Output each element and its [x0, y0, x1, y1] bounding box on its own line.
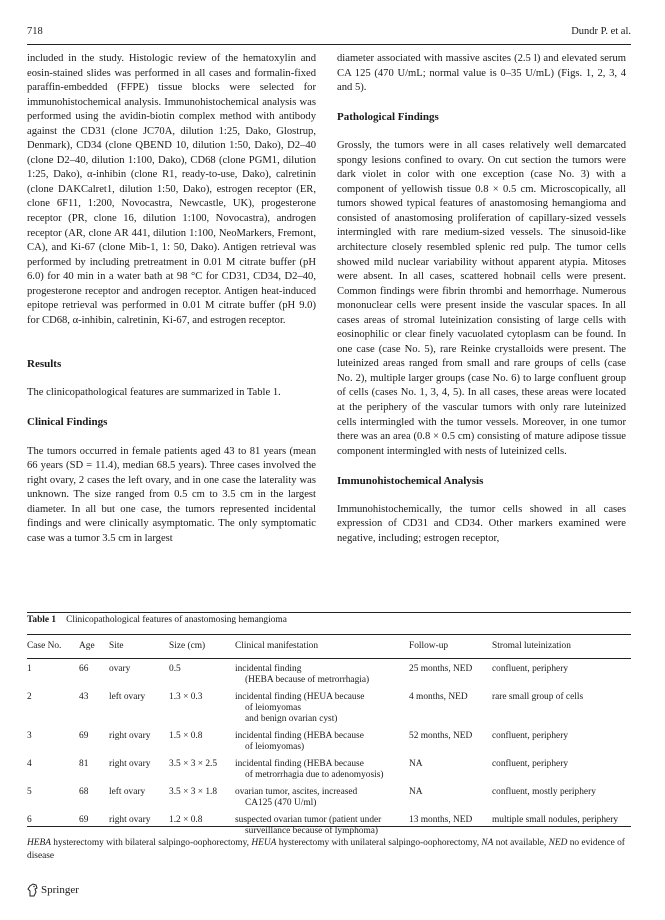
manifestation-line: suspected ovarian tumor (patient under — [235, 815, 382, 825]
clinical-findings-heading: Clinical Findings — [27, 416, 108, 429]
cell-size: 0.5 — [169, 664, 181, 674]
running-authors: Dundr P. et al. — [571, 26, 631, 37]
cell-luteinization: confluent, periphery — [492, 664, 569, 674]
cell-followup: 25 months, NED — [409, 664, 473, 674]
cell-manifestation — [235, 725, 409, 753]
cell-followup: 13 months, NED — [409, 815, 473, 825]
cell-case: 3 — [27, 731, 32, 741]
header-site: Site — [109, 641, 124, 651]
header-rule — [27, 44, 631, 45]
cell-age: 68 — [79, 787, 89, 797]
cell-luteinization: confluent, periphery — [492, 731, 569, 741]
manifestation-line: ovarian tumor, ascites, increased — [235, 787, 358, 797]
header-followup: Follow-up — [409, 641, 449, 651]
table-header-bottom-rule — [27, 658, 631, 659]
right-column — [337, 52, 626, 546]
footnote-def-ned: no evidence of disease — [27, 838, 625, 861]
manifestation-line: (HEBA because of metrorrhagia) — [245, 675, 370, 685]
cell-case: 5 — [27, 787, 32, 797]
table-row — [27, 809, 631, 837]
cell-age: 69 — [79, 815, 89, 825]
manifestation-line: and benign ovarian cyst) — [245, 714, 338, 724]
cell-luteinization: confluent, periphery — [492, 759, 569, 769]
table-top-rule — [27, 612, 631, 613]
table-row — [27, 658, 631, 686]
manifestation-line: incidental finding (HEBA because — [235, 759, 364, 769]
ihc-paragraph: Immunohistochemically, the tumor cells showed in all cases expression of CD31 and CD34. Other markers examined were negative, including; estrogen receptor, — [337, 503, 626, 544]
publisher-logo — [27, 882, 79, 898]
cell-followup: 52 months, NED — [409, 731, 473, 741]
methods-paragraph: included in the study. Histologic review of the hematoxylin and eosin-stained slides was performed in all cases and formalin-fixed paraffin-embedded (FFPE) tissue blocks were selected for immunohistochemical analysis. Immunohistochemical analysis was performed using the avidin-biotin complex method with antibody against the CD31 (clone JC70A, dilution 1:25, Dako, Glostrup, Denmark), CD34 (clone QBEND 10, dilution 1:50, Dako), D2–40 (clone D2–40, dilution 1:100, Dako), CD68 (clone PGM1, dilution 1:25, Dako), α-inhibin (clone R1, ready-to-use, Dako), calretinin (clone DAKCalret1, dilution 1:50, Dako), estrogen receptor (ER, clone 6F11, 1:200, Novocastra, Newcastle, UK), progesterone receptor (PR, clone 16, dilution 1:100, Novocastra), androgen receptor (AR, clone AR 441, dilution 1:100, NeoMarkers, Fremont, CA), and Ki-67 (clone Mib-1, 1: 50, Dako). Antigen retrieval was performed by including pretreatment in 0.01 M citrate buffer (pH 6.0) for 40 min in a water bath at 98 °C for CD31, CD34, D2–40, progesterone receptor and androgen receptor. Antigen heat-induced epitope retrieval was performed in 0.01 M citrate buffer (pH 9.0) for CD68, α-inhibin, calretinin, Ki-67, and estrogen receptor. — [27, 53, 316, 326]
cell-site: ovary — [109, 664, 131, 674]
cell-luteinization: multiple small nodules, periphery — [492, 815, 619, 825]
cell-site: right ovary — [109, 731, 151, 741]
results-heading: Results — [27, 358, 62, 371]
footnote-abbr-na: NA — [481, 838, 494, 848]
continuation-paragraph: diameter associated with massive ascites (2.5 l) and elevated serum CA 125 (470 U/mL; normal value is 0–35 U/mL) (Figs. 1, 2, 3, 4 and 5). — [337, 53, 626, 94]
header-age: Age — [79, 641, 95, 651]
manifestation-line: surveillance because of lymphoma) — [245, 826, 379, 836]
table-header-row — [27, 638, 631, 658]
cell-size: 1.3 × 0.3 — [169, 692, 203, 702]
cell-case: 1 — [27, 664, 32, 674]
cell-manifestation — [235, 686, 409, 725]
table-footnote — [27, 837, 631, 862]
cell-size: 3.5 × 3 × 1.8 — [169, 787, 218, 797]
cell-followup: 4 months, NED — [409, 692, 468, 702]
footnote-def-heba: hysterectomy with bilateral salpingo-oophorectomy, — [50, 838, 252, 848]
clinical-findings-paragraph: The tumors occurred in female patients aged 43 to 81 years (mean 66 years (SD = 11.4), median 68.5 years). Three cases involved the right ovary, 2 cases the left ovary, and in one case the laterality was unknown. The size ranged from 0.5 cm to 3.5 cm in the largest diameter. In all but one case, the tumors represented incidental findings and were clinically asymptomatic. The only symptomatic case was a tumor 3.5 cm in largest — [27, 445, 316, 544]
cell-age: 81 — [79, 759, 89, 769]
page-number: 718 — [27, 26, 43, 37]
cell-site: left ovary — [109, 692, 146, 702]
cell-manifestation — [235, 753, 409, 781]
cell-age: 66 — [79, 664, 89, 674]
manifestation-line: of leiomyomas) — [245, 742, 305, 752]
table-label: Table 1 — [27, 615, 57, 625]
running-header — [27, 26, 631, 42]
springer-horse-icon — [27, 883, 39, 897]
cell-manifestation — [235, 809, 409, 837]
footnote-abbr-ned: NED — [548, 838, 568, 848]
table-caption-text: Clinicopathological features of anastomosing hemangioma — [66, 615, 287, 625]
cell-manifestation — [235, 781, 409, 809]
cell-followup: NA — [409, 787, 423, 797]
header-manifestation: Clinical manifestation — [235, 641, 319, 651]
cell-case: 6 — [27, 815, 32, 825]
cell-luteinization: confluent, mostly periphery — [492, 787, 596, 797]
footnote-abbr-heua: HEUA — [251, 838, 277, 848]
header-luteinization: Stromal luteinization — [492, 641, 571, 651]
footnote-def-na: not available, — [493, 838, 549, 848]
footnote-abbr-heba: HEBA — [27, 838, 51, 848]
table-bottom-rule — [27, 826, 631, 827]
left-column — [27, 52, 316, 546]
cell-size: 1.2 × 0.8 — [169, 815, 203, 825]
table-row — [27, 725, 631, 753]
cell-site: left ovary — [109, 787, 146, 797]
manifestation-line: incidental finding — [235, 664, 302, 674]
pathological-findings-heading: Pathological Findings — [337, 111, 439, 124]
header-case: Case No. — [27, 641, 62, 651]
footnote-def-heua: hysterectomy with unilateral salpingo-oophorectomy, — [276, 838, 482, 848]
cell-case: 4 — [27, 759, 32, 769]
cell-case: 2 — [27, 692, 32, 702]
cell-followup: NA — [409, 759, 423, 769]
manifestation-line: incidental finding (HEBA because — [235, 731, 364, 741]
table-row — [27, 781, 631, 809]
ihc-heading: Immunohistochemical Analysis — [337, 474, 484, 487]
cell-age: 43 — [79, 692, 89, 702]
cell-luteinization: rare small group of cells — [492, 692, 584, 702]
manifestation-line: CA125 (470 U/ml) — [245, 798, 317, 808]
manifestation-line: incidental finding (HEUA because — [235, 692, 365, 702]
cell-size: 1.5 × 0.8 — [169, 731, 203, 741]
table-row — [27, 753, 631, 781]
pathological-findings-paragraph: Grossly, the tumors were in all cases relatively well demarcated spongy lesions confined to ovary. On cut section the tumors were dark violet in color with one exception (case No. 3) with a component of yellowish tissue 0.8 × 0.5 cm. Microscopically, all tumors showed typical features of anastomosing hemangioma and consisted of anastomosing proliferation of capillary-sized vessels intermingled with rare medium-sized vessels. The sinusoid-like architecture closely resembled splenic red pulp. The tumor cells showed mild nuclear variability without apparent atypia. Mitoses were absent. In all cases, scattered hobnail cells were present. Common findings were fibrin thrombi and hemorrhage. Numerous mononuclear cells were present inside the vascular spaces. In all cases areas of stromal luteinization consisting of large cells with eosinophilic or clear finely vacuolated cytoplasm can be found. In one case (case No. 5), rare Reinke crystalloids were present. The luteinized areas ranged from small and rare groups of cells (case No. 2), multiple larger groups (case No. 6) to large confluent group of cells (cases No. 1, 3, 4, 5). In all cases, these areas were located at the periphery of the vascular tumors with only rare luteinized cells intermingled with the tumor vessels. Moreover, in one tumor there was an area (0.8 × 0.5 cm) consisting of mature adipose tissue component intermingled with nests of luteinized cells. — [337, 140, 626, 457]
clinicopathological-table — [27, 638, 631, 837]
publisher-name: Springer — [41, 884, 79, 896]
results-paragraph: The clinicopathological features are summarized in Table 1. — [27, 387, 281, 399]
manifestation-line: of metrorrhagia due to adenomyosis) — [245, 770, 384, 780]
table-header-top-rule — [27, 634, 631, 635]
manifestation-line: of leiomyomas — [245, 703, 301, 713]
cell-site: right ovary — [109, 815, 151, 825]
table-row — [27, 686, 631, 725]
cell-size: 3.5 × 3 × 2.5 — [169, 759, 218, 769]
table-caption — [27, 615, 631, 625]
header-size: Size (cm) — [169, 641, 206, 651]
cell-site: right ovary — [109, 759, 151, 769]
cell-age: 69 — [79, 731, 89, 741]
cell-manifestation — [235, 658, 409, 686]
